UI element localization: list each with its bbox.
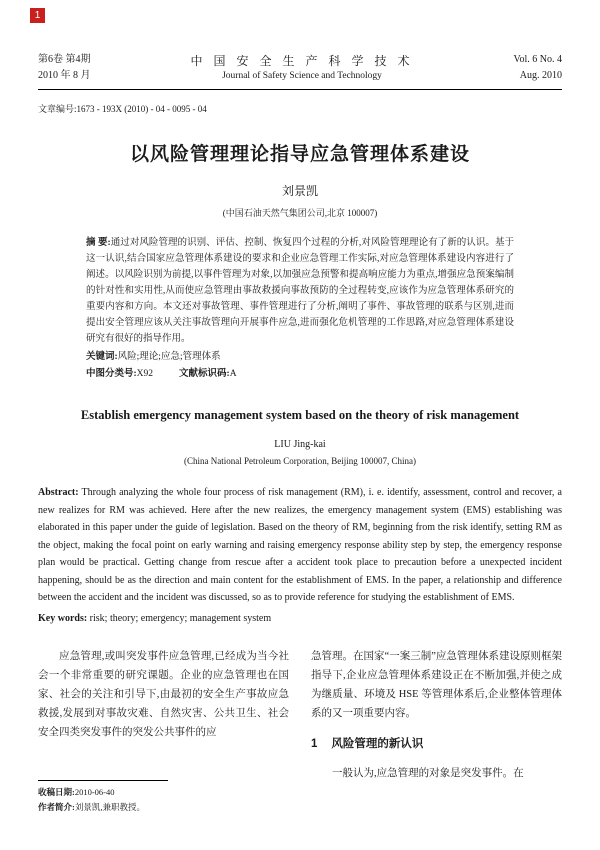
keywords-cn-text: 风险;理论;应急;管理体系 bbox=[117, 352, 221, 362]
abstract-cn bbox=[86, 235, 514, 347]
body-paragraph-right-2: 一般认为,应急管理的对象是突发事件。在 bbox=[332, 767, 524, 779]
clc-value: X92 bbox=[136, 369, 154, 379]
keywords-cn bbox=[86, 349, 514, 365]
header-center bbox=[191, 53, 414, 84]
keywords-en bbox=[38, 610, 562, 627]
body-paragraph-right-1: 急管理。在国家“一案三制”应急管理体系建设原则框架指导下,企业应急管理体系建设正在不断加强,并使之成为继质量、环境及 HSE 等管理体系后,企业整体管理体系的又一项重要内容。 bbox=[311, 650, 562, 719]
annotation-marker: 1 bbox=[30, 8, 45, 23]
author-affiliation-en: (China National Petroleum Corporation, Beijing 100007, China) bbox=[184, 456, 416, 466]
footnote-divider bbox=[38, 780, 168, 781]
journal-header bbox=[38, 0, 562, 84]
author-name-cn: 刘景凯 bbox=[281, 184, 318, 198]
keywords-en-text: risk; theory; emergency; management system bbox=[89, 612, 272, 624]
body-column-left bbox=[38, 647, 289, 815]
classification-line bbox=[86, 366, 514, 382]
body-paragraph-left: 应急管理,或叫突发事件应急管理,已经成为当今社会一个非常重要的研究课题。企业的应急管理也在国家、社会的关注和引导下,由最初的安全生产事故应急救援,发展到对事故灾难、自然灾害、公共卫生、社会安全四类突发事件的突发公共事件的应 bbox=[38, 650, 289, 738]
author-name-en: LIU Jing-kai bbox=[274, 439, 326, 450]
abstract-en-text: Through analyzing the whole four process of risk management (RM), i. e. identify, assessment, control and recover, a new realizes for RM was achieved. Here after the new realizes, the emergency management system (EMS) establishing was elaborated in this paper under the guide of legislation. Based on the theory of RM, beginning from the risk identify, setting RM as the object, making the focal point on early warning and raising emergency response ability step by step, the emergency response plan would be practical. Getting change from rescue after a accident took place to precaution before a unexpected incident happening, should be as the direction and main content for the establishment of EMS. In the paper, a relationship and difference between the accident and the incident was discussed, so as to provide reference for studying the establishment of EMS. bbox=[38, 487, 562, 603]
doc-code-value: A bbox=[229, 369, 237, 379]
keywords-en-label: Key words: bbox=[38, 612, 88, 624]
section-1-title: 风险管理的新认识 bbox=[331, 737, 424, 750]
author-bio-label: 作者简介: bbox=[38, 801, 75, 812]
received-date-value: 2010-06-40 bbox=[74, 786, 115, 797]
pub-date-cn: 2010 年 8 月 bbox=[38, 70, 91, 81]
article-title-cn: 以风险管理理论指导应急管理体系建设 bbox=[129, 144, 470, 165]
header-left bbox=[38, 52, 91, 84]
pub-date-en: Aug. 2010 bbox=[519, 70, 562, 81]
keywords-cn-label: 关键词: bbox=[86, 352, 118, 362]
article-title-en: Establish emergency management system based on the theory of risk management bbox=[80, 408, 520, 422]
doc-code-label: 文献标识码: bbox=[179, 369, 230, 379]
body-column-right bbox=[311, 647, 562, 815]
body-two-columns bbox=[38, 647, 562, 815]
header-right bbox=[514, 52, 562, 84]
volume-issue-cn: 第6卷 第4期 bbox=[38, 54, 91, 65]
abstract-cn-label: 摘 要: bbox=[86, 238, 111, 248]
clc-label: 中图分类号: bbox=[86, 369, 137, 379]
journal-title-en: Journal of Safety Science and Technology bbox=[222, 71, 382, 81]
abstract-cn-text: 通过对风险管理的识别、评估、控制、恢复四个过程的分析,对风险管理理论有了新的认识。基于这一认识,结合国家应急管理体系建设的要求和企业应急管理工作实际,对应急管理体系建设内容进行了阐述。以风险识别为前提,以事件管理为对象,以加强应急预警和提高响应能力为重点,增强应急预案编制的针对性和实用性,从而使应急管理由事故救援向事故预防的全过程转变,应该作为应急管理体系研究的重要内容和方向。本文还对事故管理、事件管理进行了分析,阐明了事件、事故管理的联系与区别,进而提出安全管理应该从关注事故管理向开展事件应急,进而强化危机管理的工作思路,对应急管理体系建设研究有很好的指导作用。 bbox=[86, 238, 514, 344]
author-affiliation-cn: (中国石油天然气集团公司,北京 100007) bbox=[222, 208, 378, 218]
author-bio-line bbox=[38, 800, 289, 815]
volume-issue-en: Vol. 6 No. 4 bbox=[513, 54, 562, 65]
footnote-block bbox=[38, 780, 289, 815]
abstract-en bbox=[38, 484, 562, 607]
article-number: 文章编号:1673 - 193X (2010) - 04 - 0095 - 04 bbox=[38, 104, 207, 114]
section-1-heading bbox=[311, 735, 562, 754]
received-date-label: 收稿日期: bbox=[38, 786, 75, 797]
author-bio-value: 刘景凯,兼职教授。 bbox=[74, 801, 145, 812]
abstract-en-label: Abstract: bbox=[38, 487, 79, 498]
journal-title-cn: 中 国 安 全 生 产 科 学 技 术 bbox=[190, 54, 414, 68]
section-1-number: 1 bbox=[311, 737, 318, 750]
received-date-line bbox=[38, 785, 289, 800]
header-divider bbox=[38, 89, 562, 90]
